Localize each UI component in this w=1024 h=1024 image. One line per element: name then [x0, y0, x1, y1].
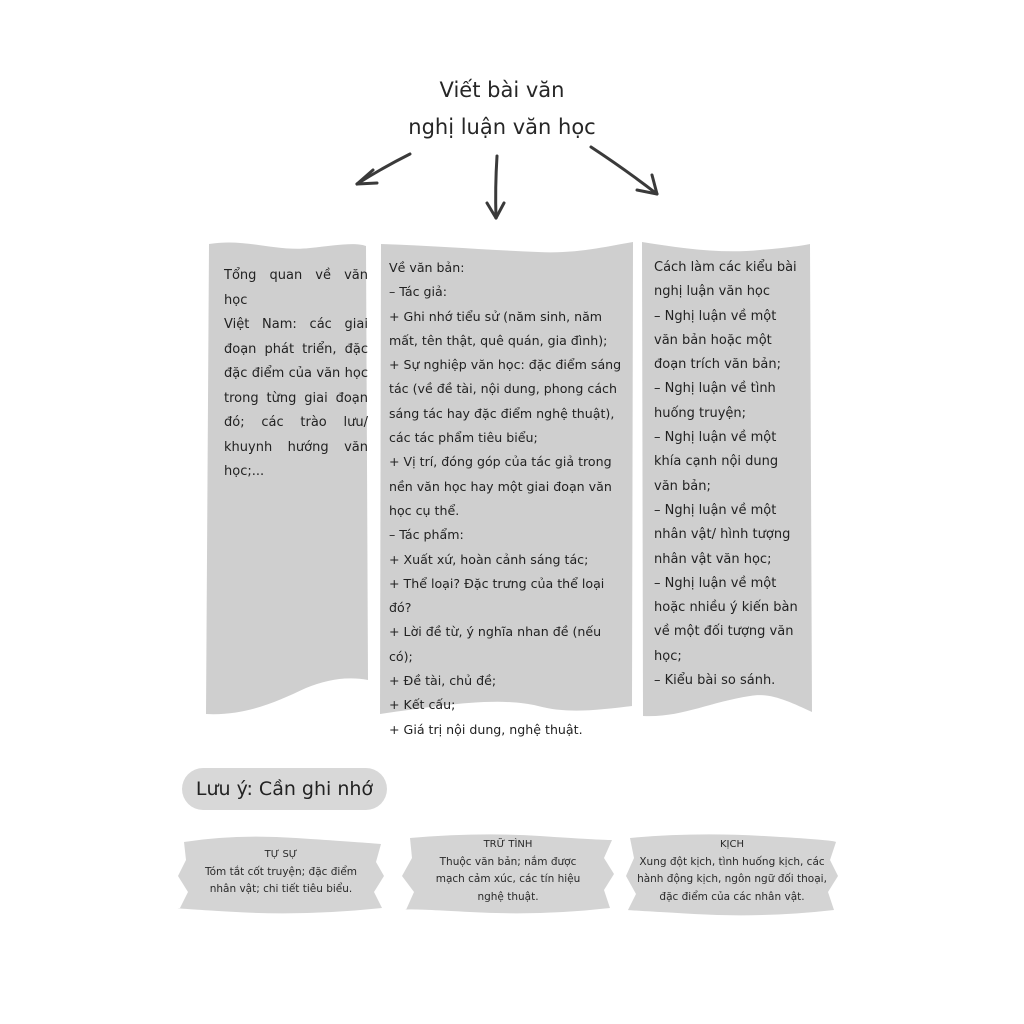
genre-title: TRỮ TÌNH: [483, 839, 533, 850]
genre-line: nhân vật; chi tiết tiêu biểu.: [209, 883, 353, 895]
genre-title: TỰ SỰ: [264, 849, 298, 860]
panel-text-line: + Giá trị nội dung, nghệ thuật.: [389, 721, 583, 737]
arrow-right-icon: [591, 147, 657, 194]
genre-line: mạch cảm xúc, các tín hiệu: [435, 873, 581, 885]
panel-text-line: + Sự nghiệp văn học: đặc điểm sáng tác (về đề tài, nội dung, phong cách sáng tác hay đặc điểm nghệ thuật), các tác phẩm tiêu biểu;: [389, 357, 622, 446]
genre-line: hành động kịch, ngôn ngữ đối thoại,: [637, 873, 827, 885]
arrow-left-icon: [357, 154, 410, 184]
arrow-center-icon: [487, 156, 504, 218]
genre-line: nghệ thuật.: [477, 890, 539, 903]
genre-tu-su: [176, 832, 386, 918]
panel-text-line: – Tác phẩm:: [389, 527, 464, 543]
panel-essay-line: – Nghị luận về một nhân vật/ hình tượng nhân vật văn học;: [654, 502, 791, 567]
panel-text-line: Về văn bản:: [389, 260, 465, 275]
panel-essay-line: – Nghị luận về một khía cạnh nội dung văn bản;: [654, 430, 779, 494]
panel-text-line: + Kết cấu;: [389, 697, 456, 713]
panel-text-line: – Tác giả:: [389, 284, 448, 300]
panel-text-line: + Thể loại? Đặc trưng của thể loại đó?: [389, 575, 605, 616]
panel-overview: [206, 240, 370, 720]
panel-essay-line: – Nghị luận về tình huống truyện;: [654, 381, 776, 421]
panel-text-line: + Vị trí, đóng góp của tác giả trong nền văn học hay một giai đoạn văn học cụ thể.: [389, 454, 612, 518]
panel-overview-line: Tổng quan về văn học: [224, 268, 368, 308]
genre-tru-tinh: [400, 832, 616, 918]
genre-line: Xung đột kịch, tình huống kịch, các: [639, 855, 825, 868]
panel-text-line: + Ghi nhớ tiểu sử (năm sinh, năm mất, tên thật, quê quán, gia đình);: [389, 308, 608, 348]
panel-essay-line: – Nghị luận về một văn bản hoặc một đoạn trích văn bản;: [654, 308, 781, 373]
panel-text-line: + Đề tài, chủ đề;: [389, 673, 497, 689]
panel-essay-types: [640, 240, 814, 720]
genre-line: đặc điểm của các nhân vật.: [659, 890, 805, 903]
title-line-1: Viết bài văn: [439, 78, 565, 102]
genre-line: Thuộc văn bản; nắm được: [439, 855, 577, 868]
panel-essay-line: – Nghị luận về một hoặc nhiều ý kiến bàn về một đối tượng văn học;: [654, 575, 798, 664]
panel-text-knowledge: [378, 240, 636, 737]
panel-overview-line: Việt Nam: các giai đoạn phát triển, đặc đặc điểm của văn học trong từng giai đoạn đó; các trào lưu/ khuynh hướng văn học;...: [224, 317, 368, 479]
genre-line: Tóm tắt cốt truyện; đặc điểm: [204, 865, 358, 878]
panel-essay-line: – Kiểu bài so sánh.: [654, 673, 776, 689]
panel-essay-line: Cách làm các kiểu bài nghị luận văn học: [654, 260, 797, 300]
panel-text-line: + Xuất xứ, hoàn cảnh sáng tác;: [389, 551, 589, 567]
genre-title: KỊCH: [719, 839, 744, 850]
genre-kich: [624, 832, 840, 918]
note-label: Lưu ý: Cần ghi nhớ: [182, 768, 387, 810]
title-line-2: nghị luận văn học: [408, 115, 596, 139]
panel-text-line: + Lời đề từ, ý nghĩa nhan đề (nếu có);: [389, 624, 602, 664]
arrows-group: [0, 0, 1024, 240]
